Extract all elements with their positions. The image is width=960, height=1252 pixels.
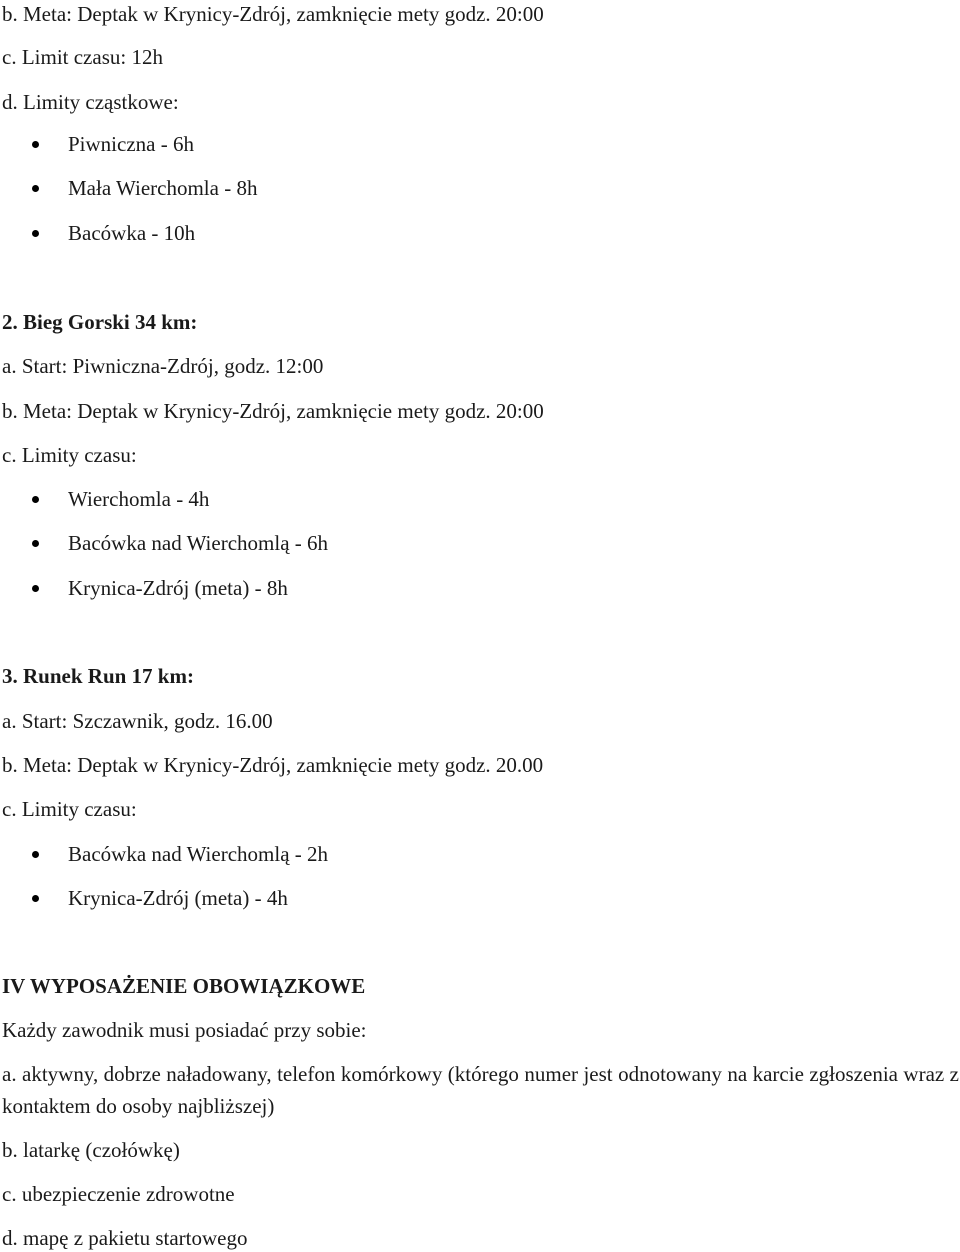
bullet-icon bbox=[32, 185, 39, 192]
equipment-item-a: a. aktywny, dobrze naładowany, telefon komórkowy (którego numer jest odnotowany na karcie zgłoszenia wraz z kontaktem do osoby najbliższej) bbox=[2, 1062, 959, 1118]
section2-start: a. Start: Piwniczna-Zdrój, godz. 12:00 bbox=[2, 354, 324, 378]
equipment-item-c: c. ubezpieczenie zdrowotne bbox=[2, 1182, 235, 1206]
document-page: b. Meta: Deptak w Krynicy-Zdrój, zamknięcie mety godz. 20:00 c. Limit czasu: 12h d. Limity cząstkowe: Piwniczna - 6h Mała Wierchomla - 8h Bacówka - 10h 2. Bieg Gorski 34 km: a. Start: Piwniczna-Zdrój, godz. 12:00 b. Meta: Deptak w Krynicy-Zdrój, zamknięcie mety godz. 20:00 c. Limity czasu: Wierchomla - 4h Bacówka nad Wierchomlą - 6h Krynica-Zdrój (meta) - 8h 3. Runek Run 17 km: a. Start: Szczawnik, godz. 16.00 b. Meta: Deptak w Krynicy-Zdrój, zamknięcie mety godz. 20.00 c. Limity czasu: Bacówka nad Wierchomlą - 2h Krynica-Zdrój (meta) - 4h IV WYPOSAŻENIE OBOWIĄZKOWE Każdy zawodnik musi posiadać przy sobie: a. aktywny, dobrze naładowany, telefon komórkowy (którego numer jest odnotowany na karcie zgłoszenia wraz z kontaktem do osoby najbliższej) b. latarkę (czołówkę) c. ubezpieczenie zdrowotne d. mapę z pakietu startowego bbox=[2, 2, 959, 1250]
section2-limits-label: c. Limity czasu: bbox=[2, 443, 137, 467]
section1-meta: b. Meta: Deptak w Krynicy-Zdrój, zamknięcie mety godz. 20:00 bbox=[2, 2, 544, 26]
equipment-intro: Każdy zawodnik musi posiadać przy sobie: bbox=[2, 1018, 367, 1042]
bullet-icon bbox=[32, 851, 39, 858]
section1-partial-limits-label: d. Limity cząstkowe: bbox=[2, 90, 179, 114]
equipment-item-b: b. latarkę (czołówkę) bbox=[2, 1138, 180, 1162]
bullet-icon bbox=[32, 141, 39, 148]
section2-title: 2. Bieg Gorski 34 km: bbox=[2, 310, 198, 334]
bullet-icon bbox=[32, 540, 39, 547]
section1-limit: c. Limit czasu: 12h bbox=[2, 45, 163, 69]
bullet-icon bbox=[32, 585, 39, 592]
section3-title: 3. Runek Run 17 km: bbox=[2, 664, 194, 688]
section3-start: a. Start: Szczawnik, godz. 16.00 bbox=[2, 709, 273, 733]
equipment-heading: IV WYPOSAŻENIE OBOWIĄZKOWE bbox=[2, 974, 366, 998]
section3-limits-label: c. Limity czasu: bbox=[2, 797, 137, 821]
section3-meta: b. Meta: Deptak w Krynicy-Zdrój, zamknięcie mety godz. 20.00 bbox=[2, 753, 544, 777]
bullet-icon bbox=[32, 230, 39, 237]
equipment-item-d: d. mapę z pakietu startowego bbox=[2, 1226, 248, 1250]
section2-meta: b. Meta: Deptak w Krynicy-Zdrój, zamknięcie mety godz. 20:00 bbox=[2, 399, 544, 423]
bullet-icon bbox=[32, 895, 39, 902]
bullet-icon bbox=[32, 496, 39, 503]
